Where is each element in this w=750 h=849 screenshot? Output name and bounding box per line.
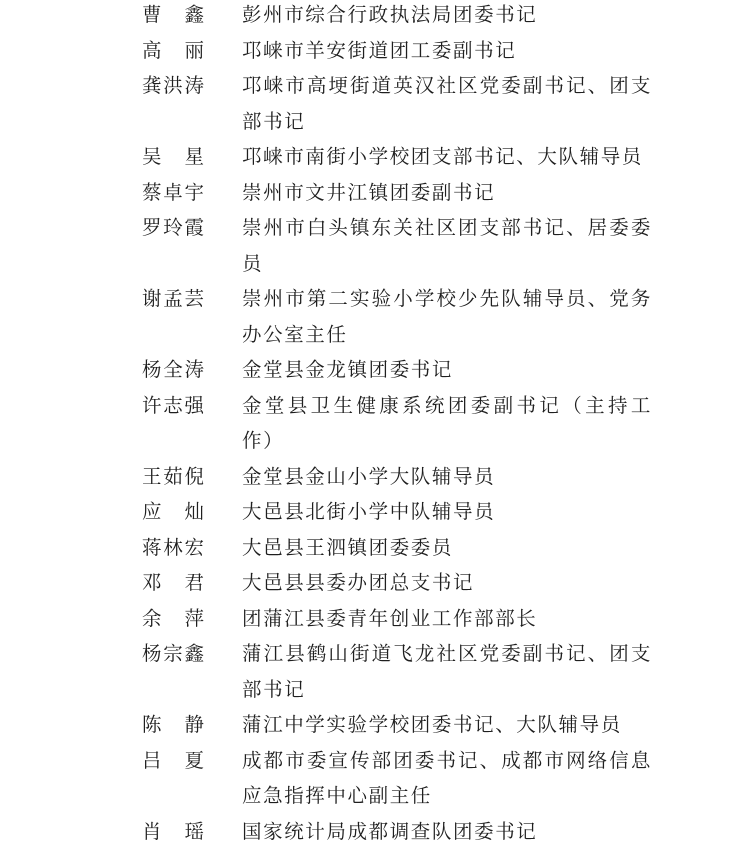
list-item [0,68,750,139]
person-name: 高 丽 [142,33,204,69]
person-name: 蒋林宏 [142,530,204,566]
person-name: 曹 鑫 [142,0,204,33]
person-name: 余 萍 [142,601,204,637]
list-item [0,281,750,352]
list-item [0,352,750,388]
list-item [0,388,750,459]
person-name: 谢孟芸 [142,281,204,317]
person-position: 大邑县县委办团总支书记 [242,565,652,601]
list-item [0,494,750,530]
person-name: 杨宗鑫 [142,636,204,672]
person-position: 崇州市白头镇东关社区团支部书记、居委委员 [242,210,652,281]
person-position: 邛崃市高埂街道英汉社区党委副书记、团支部书记 [242,68,652,139]
list-item [0,601,750,637]
person-position: 大邑县王泗镇团委委员 [242,530,652,566]
person-name: 王茹倪 [142,459,204,495]
person-position: 金堂县金山小学大队辅导员 [242,459,652,495]
list-item [0,743,750,814]
person-name: 杨全涛 [142,352,204,388]
person-position: 大邑县北街小学中队辅导员 [242,494,652,530]
person-position: 崇州市第二实验小学校少先队辅导员、党务办公室主任 [242,281,652,352]
list-item [0,0,750,33]
list-item [0,33,750,69]
person-position: 彭州市综合行政执法局团委书记 [242,0,652,33]
list-item [0,459,750,495]
person-position: 金堂县卫生健康系统团委副书记（主持工作） [242,388,652,459]
list-item [0,210,750,281]
person-position: 邛崃市羊安街道团工委副书记 [242,33,652,69]
person-name: 蔡卓宇 [142,175,204,211]
person-name: 肖 瑶 [142,814,204,849]
person-name: 龚洪涛 [142,68,204,104]
person-name: 应 灿 [142,494,204,530]
person-position: 邛崃市南街小学校团支部书记、大队辅导员 [242,139,652,175]
person-position: 团蒲江县委青年创业工作部部长 [242,601,652,637]
person-name: 许志强 [142,388,204,424]
person-position: 金堂县金龙镇团委书记 [242,352,652,388]
person-position: 蒲江县鹤山街道飞龙社区党委副书记、团支部书记 [242,636,652,707]
person-name: 邓 君 [142,565,204,601]
list-item [0,530,750,566]
list-item [0,139,750,175]
person-position: 国家统计局成都调查队团委书记 [242,814,652,849]
person-name: 吴 星 [142,139,204,175]
person-position: 蒲江中学实验学校团委书记、大队辅导员 [242,707,652,743]
list-item [0,565,750,601]
person-name: 罗玲霞 [142,210,204,246]
list-item [0,636,750,707]
list-item [0,814,750,849]
person-name: 陈 静 [142,707,204,743]
person-position: 成都市委宣传部团委书记、成都市网络信息应急指挥中心副主任 [242,743,652,814]
list-item [0,707,750,743]
person-name: 吕 夏 [142,743,204,779]
list-item [0,175,750,211]
person-position: 崇州市文井江镇团委副书记 [242,175,652,211]
